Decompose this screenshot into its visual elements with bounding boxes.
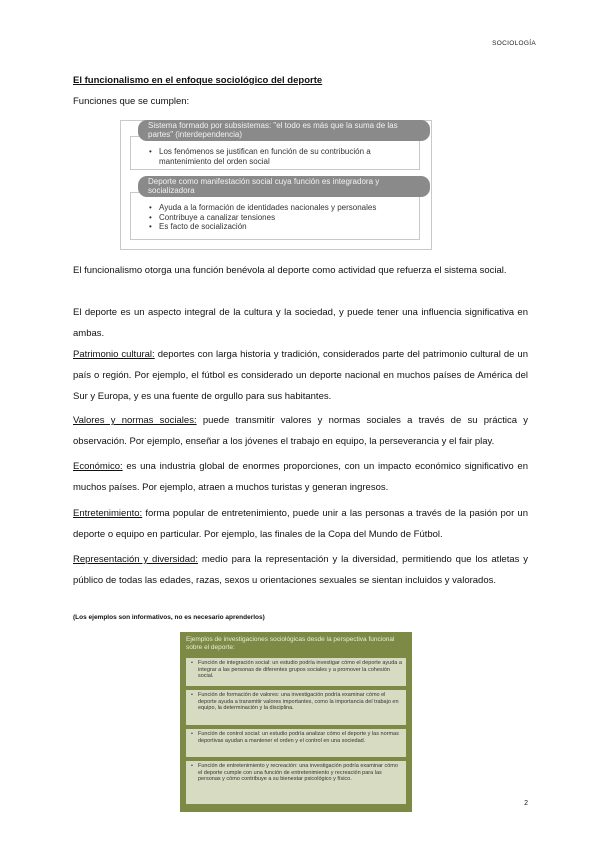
- diagram-box-2-item: • Contribuye a canalizar tensiones: [159, 213, 405, 223]
- diagram-box-2: [130, 192, 420, 240]
- item-valores: [73, 410, 528, 452]
- item-term: Valores y normas sociales:: [73, 415, 197, 426]
- item-text: medio para la representación y la diversidad, permitiendo que los atletas y público de todas las edades, razas, sexos u orientaciones sexuales se sientan incluidos y valorados.: [73, 554, 529, 586]
- item-economico: [73, 456, 528, 498]
- research-example-item: • Función de control social: un estudio podría analizar cómo el deporte y las normas deportivas ayudan a mantener el orden y el control en una sociedad.: [186, 729, 406, 757]
- diagram-bar-1: Sistema formado por subsistemas: "el todo es más que la suma de las partes" (interdependencia): [138, 120, 430, 141]
- diagram-box-1-item: • Los fenómenos se justifican en función de su contribución a mantenimiento del orden social: [159, 147, 405, 166]
- page-number: 2: [524, 800, 528, 807]
- item-text: forma popular de entretenimiento, puede unir a las personas a través de la pasión por un deporte o equipo en particular. Por ejemplo, las finales de la Copa del Mundo de Fútbol.: [73, 508, 528, 540]
- diagram-box-2-item: • Es facto de socialización: [159, 222, 405, 232]
- header-section-label: SOCIOLOGÍA: [492, 40, 536, 47]
- item-term: Entretenimiento:: [73, 508, 143, 519]
- note: (Los ejemplos son informativos, no es necesario aprenderlos): [73, 614, 265, 621]
- item-term: Patrimonio cultural:: [73, 349, 155, 360]
- item-representacion: [73, 549, 528, 591]
- research-example-item: • Función de integración social: un estudio podría investigar cómo el deporte ayuda a integrar a las personas de diferentes grupos sociales y a promover la cohesión social.: [186, 658, 406, 686]
- item-entretenimiento: [73, 503, 528, 545]
- subtitle: Funciones que se cumplen:: [73, 96, 190, 107]
- page-title: El funcionalismo en el enfoque sociológico del deporte: [73, 75, 323, 86]
- item-text: deportes con larga historia y tradición, considerados parte del patrimonio cultural de un país o región. Por ejemplo, el fútbol es considerado un deporte nacional en muchos países de América del Sur y Europa, y es una fuente de orgullo para sus habitantes.: [73, 349, 529, 402]
- item-term: Económico:: [73, 461, 123, 472]
- diagram-box-2-item: • Ayuda a la formación de identidades nacionales y personales: [159, 203, 405, 213]
- diagram-box-1: [130, 136, 420, 170]
- diagram-bar-2: Deporte como manifestación social cuya función es integradora y socializadora: [138, 176, 430, 197]
- item-text: puede transmitir valores y normas sociales a través de su práctica y observación. Por ejemplo, enseñar a los jóvenes el trabajo en equipo, la perseverancia y el fair play.: [73, 415, 528, 447]
- research-example-item: • Función de formación de valores: una investigación podría examinar cómo el deporte ayuda a transmitir valores importantes, como la importancia del trabajo en equipo, la determinación y la disciplina.: [186, 690, 406, 725]
- research-examples-box: [180, 632, 412, 812]
- item-term: Representación y diversidad:: [73, 554, 198, 565]
- item-patrimonio: [73, 344, 528, 407]
- research-example-item: • Función de entretenimiento y recreación: una investigación podría examinar cómo el deporte cumple con una función de entretenimiento y recreación para las personas y cómo contribuye a su bienestar psicológico y físico.: [186, 761, 406, 804]
- functions-diagram: [120, 120, 432, 250]
- paragraph-2: El deporte es un aspecto integral de la cultura y la sociedad, y puede tener una influencia significativa en ambas.: [73, 307, 528, 339]
- item-text: es una industria global de enormes proporciones, con un impacto económico significativo en muchos países. Por ejemplo, atraen a muchos turistas y generan ingresos.: [73, 461, 528, 493]
- paragraph-1: El funcionalismo otorga una función benévola al deporte como actividad que refuerza el sistema social.: [73, 265, 507, 276]
- research-examples-heading: Ejemplos de investigaciones sociológicas desde la perspectiva funcional sobre el deporte:: [186, 636, 395, 651]
